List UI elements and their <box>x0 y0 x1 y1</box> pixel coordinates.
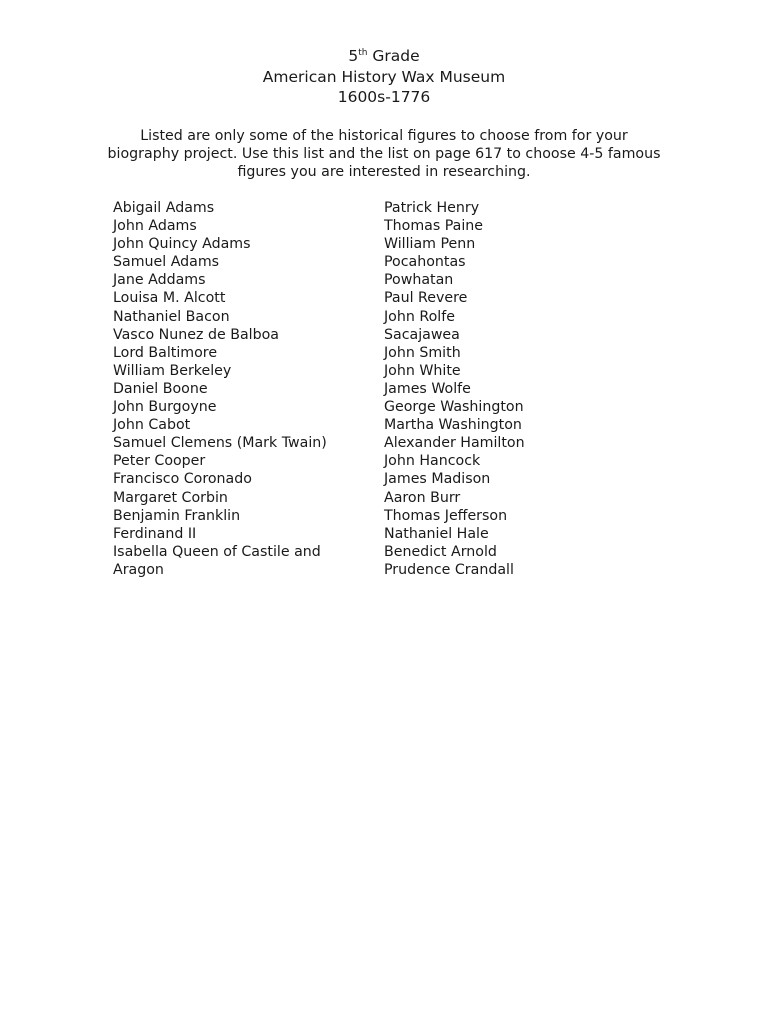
figure-item: James Madison <box>384 471 491 488</box>
figure-item: John Cabot <box>113 417 191 434</box>
grade-suffix: th <box>358 48 368 58</box>
figure-item: Louisa M. Alcott <box>113 290 226 307</box>
document-title: American History Wax Museum <box>262 67 506 86</box>
grade-heading <box>0 46 768 67</box>
figure-item: Alexander Hamilton <box>384 435 525 452</box>
figure-item: John Hancock <box>384 453 481 470</box>
figures-list-right <box>384 199 644 579</box>
figure-item: George Washington <box>384 399 524 416</box>
figure-item: Benjamin Franklin <box>113 507 241 524</box>
grade-number: 5 <box>348 47 359 65</box>
figure-item: Lord Baltimore <box>113 344 218 361</box>
figure-item: Isabella Queen of Castile and Aragon <box>113 543 321 578</box>
figure-item: Martha Washington <box>384 417 522 434</box>
figure-item: Samuel Adams <box>113 254 220 271</box>
figure-item: Margaret Corbin <box>113 489 228 506</box>
figure-item: John White <box>384 362 461 379</box>
figure-item: Thomas Paine <box>384 218 484 235</box>
figure-item: Prudence Crandall <box>384 561 514 578</box>
figure-item: Jane Addams <box>113 272 206 289</box>
intro-paragraph: Listed are only some of the historical figures to choose from for your biography project. Use this list and the list on page 617 to choose 4-5 famous figures you are interested in researching. <box>107 128 661 181</box>
figure-item: Francisco Coronado <box>113 471 252 488</box>
grade-word: Grade <box>372 47 420 65</box>
time-period: 1600s-1776 <box>337 88 431 106</box>
figure-item: James Wolfe <box>384 380 471 397</box>
figures-list-left <box>113 199 353 579</box>
figure-item: Powhatan <box>384 272 454 289</box>
figure-item: William Penn <box>384 236 476 253</box>
figure-item: Vasco Nunez de Balboa <box>113 326 279 343</box>
figure-item: John Adams <box>113 218 197 235</box>
figure-item: John Burgoyne <box>113 399 217 416</box>
figure-item: Abigail Adams <box>113 200 215 216</box>
figure-item: Benedict Arnold <box>384 543 497 560</box>
figure-item: Nathaniel Bacon <box>113 308 230 325</box>
figure-item: Thomas Jefferson <box>384 507 508 524</box>
figure-item: John Quincy Adams <box>113 236 251 253</box>
figure-item: Ferdinand II <box>113 525 197 542</box>
figure-item: William Berkeley <box>113 362 232 379</box>
figure-item: Samuel Clemens (Mark Twain) <box>113 435 327 452</box>
figure-item: Paul Revere <box>384 290 468 307</box>
figure-item: Nathaniel Hale <box>384 525 489 542</box>
figure-item: Peter Cooper <box>113 453 206 470</box>
figure-item: Patrick Henry <box>384 200 480 216</box>
figure-item: Sacajawea <box>384 326 460 343</box>
document-header <box>0 46 768 108</box>
figure-item: Pocahontas <box>384 254 466 271</box>
figure-item: John Rolfe <box>384 308 455 325</box>
figure-item: Daniel Boone <box>113 380 208 397</box>
figure-item: John Smith <box>384 344 461 361</box>
figure-item: Aaron Burr <box>384 489 461 506</box>
